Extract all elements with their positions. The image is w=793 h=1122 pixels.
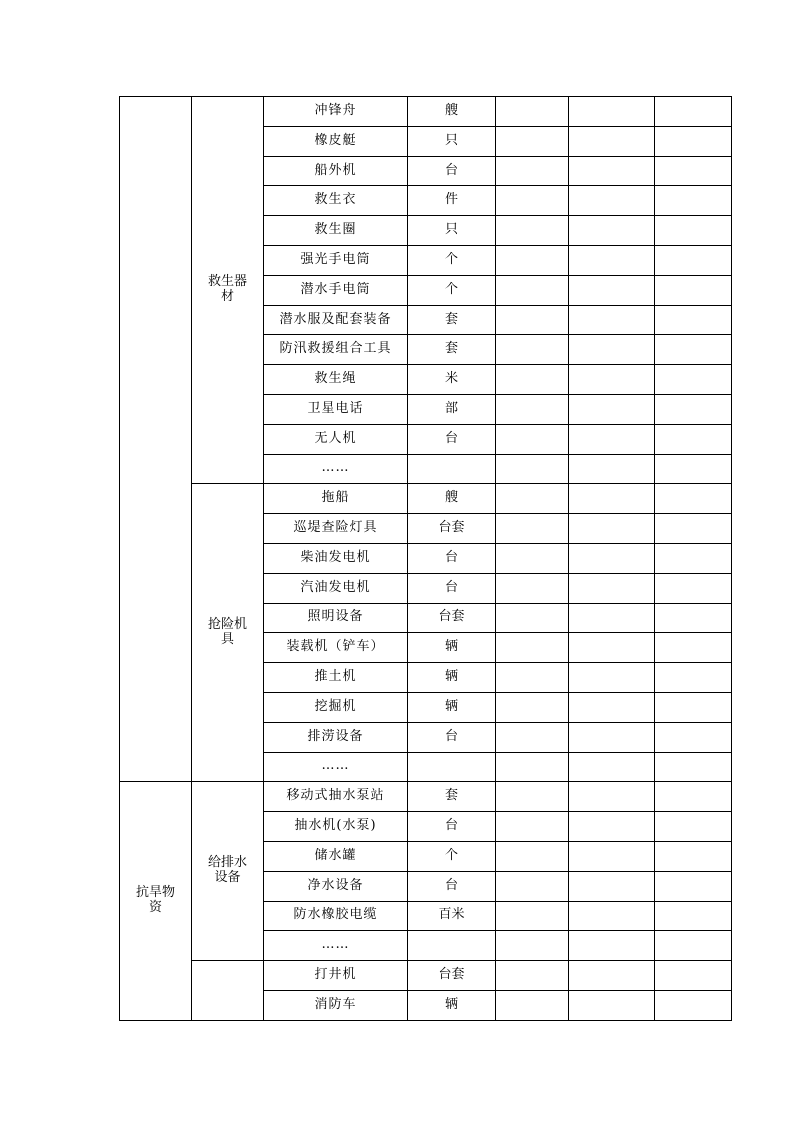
unit-cell: 个 <box>408 841 496 871</box>
table-row <box>120 782 732 812</box>
unit-cell: 只 <box>408 216 496 246</box>
empty-cell-1 <box>496 961 569 991</box>
empty-cell-3 <box>655 841 732 871</box>
empty-cell-2 <box>569 692 655 722</box>
empty-cell-3 <box>655 990 732 1020</box>
item-name-cell: 橡皮艇 <box>264 126 408 156</box>
unit-cell: 辆 <box>408 663 496 693</box>
empty-cell-1 <box>496 812 569 842</box>
empty-cell-1 <box>496 97 569 127</box>
item-name-cell: 潜水服及配套装备 <box>264 305 408 335</box>
empty-cell-2 <box>569 812 655 842</box>
empty-cell-1 <box>496 305 569 335</box>
empty-cell-3 <box>655 97 732 127</box>
group-label: 救生器材 <box>207 274 247 305</box>
empty-cell-3 <box>655 752 732 782</box>
empty-cell-3 <box>655 365 732 395</box>
unit-cell <box>408 454 496 484</box>
item-name-cell: 照明设备 <box>264 603 408 633</box>
empty-cell-2 <box>569 603 655 633</box>
unit-cell: 米 <box>408 365 496 395</box>
empty-cell-3 <box>655 871 732 901</box>
empty-cell-3 <box>655 335 732 365</box>
empty-cell-3 <box>655 633 732 663</box>
item-name-cell: 柴油发电机 <box>264 543 408 573</box>
unit-cell: 个 <box>408 275 496 305</box>
table-body <box>120 97 732 1021</box>
empty-cell-2 <box>569 722 655 752</box>
group-cell <box>192 484 264 782</box>
empty-cell-2 <box>569 871 655 901</box>
item-name-cell: 拖船 <box>264 484 408 514</box>
empty-cell-2 <box>569 394 655 424</box>
item-name-cell: 卫星电话 <box>264 394 408 424</box>
empty-cell-3 <box>655 603 732 633</box>
empty-cell-1 <box>496 543 569 573</box>
unit-cell: 艘 <box>408 484 496 514</box>
empty-cell-2 <box>569 543 655 573</box>
empty-cell-2 <box>569 841 655 871</box>
unit-cell: 台 <box>408 573 496 603</box>
empty-cell-1 <box>496 692 569 722</box>
table-row <box>120 484 732 514</box>
unit-cell: 台套 <box>408 514 496 544</box>
empty-cell-2 <box>569 454 655 484</box>
unit-cell <box>408 752 496 782</box>
item-name-cell: 防水橡胶电缆 <box>264 901 408 931</box>
category-label: 抗旱物资 <box>135 885 175 916</box>
empty-cell-1 <box>496 424 569 454</box>
unit-cell: 台 <box>408 156 496 186</box>
empty-cell-1 <box>496 484 569 514</box>
unit-cell: 百米 <box>408 901 496 931</box>
empty-cell-2 <box>569 573 655 603</box>
unit-cell: 套 <box>408 305 496 335</box>
empty-cell-3 <box>655 394 732 424</box>
empty-cell-1 <box>496 216 569 246</box>
empty-cell-3 <box>655 216 732 246</box>
item-name-cell: …… <box>264 454 408 484</box>
empty-cell-1 <box>496 663 569 693</box>
item-name-cell: 强光手电筒 <box>264 245 408 275</box>
unit-cell: 辆 <box>408 633 496 663</box>
empty-cell-2 <box>569 752 655 782</box>
empty-cell-1 <box>496 186 569 216</box>
item-name-cell: 巡堤查险灯具 <box>264 514 408 544</box>
empty-cell-3 <box>655 424 732 454</box>
unit-cell: 台套 <box>408 961 496 991</box>
empty-cell-3 <box>655 186 732 216</box>
empty-cell-1 <box>496 245 569 275</box>
materials-table <box>119 96 732 1021</box>
empty-cell-3 <box>655 663 732 693</box>
unit-cell: 辆 <box>408 990 496 1020</box>
empty-cell-2 <box>569 484 655 514</box>
group-cell <box>192 782 264 961</box>
empty-cell-2 <box>569 931 655 961</box>
item-name-cell: 救生圈 <box>264 216 408 246</box>
unit-cell: 套 <box>408 782 496 812</box>
empty-cell-2 <box>569 245 655 275</box>
empty-cell-1 <box>496 633 569 663</box>
group-label: 抢险机具 <box>207 616 247 647</box>
empty-cell-2 <box>569 305 655 335</box>
category-cell <box>120 782 192 1020</box>
unit-cell <box>408 931 496 961</box>
empty-cell-3 <box>655 901 732 931</box>
empty-cell-1 <box>496 335 569 365</box>
empty-cell-1 <box>496 365 569 395</box>
empty-cell-1 <box>496 156 569 186</box>
empty-cell-1 <box>496 573 569 603</box>
empty-cell-2 <box>569 275 655 305</box>
empty-cell-1 <box>496 782 569 812</box>
group-cell <box>192 961 264 1021</box>
empty-cell-3 <box>655 245 732 275</box>
table-row <box>120 97 732 127</box>
unit-cell: 台套 <box>408 603 496 633</box>
table-row <box>120 961 732 991</box>
group-label: 给排水设备 <box>207 855 247 886</box>
unit-cell: 艘 <box>408 97 496 127</box>
empty-cell-1 <box>496 871 569 901</box>
empty-cell-2 <box>569 663 655 693</box>
category-cell <box>120 97 192 782</box>
empty-cell-1 <box>496 722 569 752</box>
item-name-cell: …… <box>264 752 408 782</box>
empty-cell-2 <box>569 961 655 991</box>
item-name-cell: 抽水机(水泵) <box>264 812 408 842</box>
item-name-cell: 冲锋舟 <box>264 97 408 127</box>
empty-cell-2 <box>569 514 655 544</box>
empty-cell-1 <box>496 126 569 156</box>
unit-cell: 套 <box>408 335 496 365</box>
unit-cell: 只 <box>408 126 496 156</box>
unit-cell: 件 <box>408 186 496 216</box>
empty-cell-1 <box>496 454 569 484</box>
item-name-cell: 潜水手电筒 <box>264 275 408 305</box>
empty-cell-2 <box>569 365 655 395</box>
empty-cell-3 <box>655 484 732 514</box>
empty-cell-2 <box>569 216 655 246</box>
empty-cell-2 <box>569 901 655 931</box>
empty-cell-3 <box>655 931 732 961</box>
item-name-cell: …… <box>264 931 408 961</box>
empty-cell-2 <box>569 186 655 216</box>
item-name-cell: 净水设备 <box>264 871 408 901</box>
item-name-cell: 打井机 <box>264 961 408 991</box>
item-name-cell: 防汛救援组合工具 <box>264 335 408 365</box>
empty-cell-3 <box>655 305 732 335</box>
unit-cell: 部 <box>408 394 496 424</box>
empty-cell-3 <box>655 722 732 752</box>
empty-cell-3 <box>655 454 732 484</box>
empty-cell-1 <box>496 901 569 931</box>
item-name-cell: 消防车 <box>264 990 408 1020</box>
item-name-cell: 移动式抽水泵站 <box>264 782 408 812</box>
empty-cell-1 <box>496 275 569 305</box>
unit-cell: 台 <box>408 543 496 573</box>
empty-cell-2 <box>569 990 655 1020</box>
unit-cell: 辆 <box>408 692 496 722</box>
empty-cell-1 <box>496 752 569 782</box>
empty-cell-2 <box>569 97 655 127</box>
item-name-cell: 无人机 <box>264 424 408 454</box>
empty-cell-2 <box>569 424 655 454</box>
empty-cell-3 <box>655 961 732 991</box>
empty-cell-2 <box>569 633 655 663</box>
unit-cell: 个 <box>408 245 496 275</box>
empty-cell-3 <box>655 275 732 305</box>
empty-cell-1 <box>496 394 569 424</box>
item-name-cell: 装载机（铲车） <box>264 633 408 663</box>
item-name-cell: 汽油发电机 <box>264 573 408 603</box>
group-cell <box>192 97 264 484</box>
item-name-cell: 船外机 <box>264 156 408 186</box>
empty-cell-3 <box>655 126 732 156</box>
empty-cell-2 <box>569 156 655 186</box>
item-name-cell: 推土机 <box>264 663 408 693</box>
empty-cell-1 <box>496 931 569 961</box>
empty-cell-1 <box>496 514 569 544</box>
unit-cell: 台 <box>408 871 496 901</box>
empty-cell-1 <box>496 990 569 1020</box>
item-name-cell: 挖掘机 <box>264 692 408 722</box>
empty-cell-3 <box>655 156 732 186</box>
unit-cell: 台 <box>408 424 496 454</box>
empty-cell-3 <box>655 543 732 573</box>
item-name-cell: 救生绳 <box>264 365 408 395</box>
empty-cell-1 <box>496 841 569 871</box>
empty-cell-2 <box>569 126 655 156</box>
empty-cell-3 <box>655 514 732 544</box>
empty-cell-3 <box>655 782 732 812</box>
empty-cell-3 <box>655 812 732 842</box>
unit-cell: 台 <box>408 812 496 842</box>
empty-cell-3 <box>655 692 732 722</box>
empty-cell-3 <box>655 573 732 603</box>
item-name-cell: 储水罐 <box>264 841 408 871</box>
unit-cell: 台 <box>408 722 496 752</box>
item-name-cell: 排涝设备 <box>264 722 408 752</box>
item-name-cell: 救生衣 <box>264 186 408 216</box>
empty-cell-2 <box>569 782 655 812</box>
empty-cell-2 <box>569 335 655 365</box>
empty-cell-1 <box>496 603 569 633</box>
